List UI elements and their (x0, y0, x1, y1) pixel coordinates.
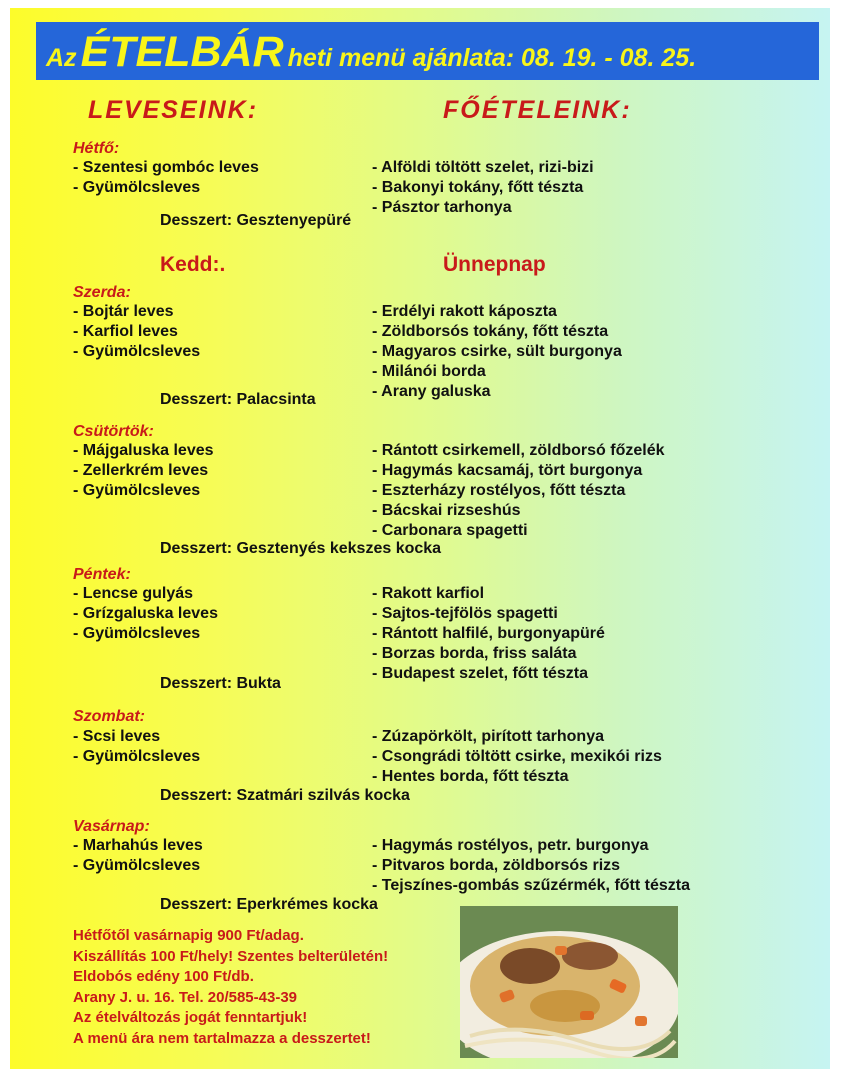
main-item: - Rántott halfilé, burgonyapüré (372, 625, 605, 642)
main-item: - Hagymás kacsamáj, tört burgonya (372, 462, 643, 479)
soups-heading: LEVESEINK: (88, 96, 259, 124)
change-notice-line: Az ételváltozás jogát fenntartjuk! (73, 1009, 308, 1026)
dessert-price-note: A menü ára nem tartalmazza a desszertet! (73, 1029, 371, 1047)
soup-item: - Grízgaluska leves (73, 605, 218, 622)
footer-info (73, 926, 388, 1049)
soup-item: - Gyümölcsleves (73, 482, 201, 499)
food-photo (460, 906, 678, 1058)
soup-item: - Bojtár leves (73, 303, 174, 320)
main-item: - Borzas borda, friss saláta (372, 645, 577, 662)
container-fee-line: Eldobós edény 100 Ft/db. (73, 968, 254, 985)
main-item: - Alföldi töltött szelet, rizi-bizi (372, 159, 594, 176)
day-heading: Vasárnap: (73, 818, 150, 835)
address-line: Arany J. u. 16. Tel. 20/585-43-39 (73, 988, 298, 1006)
delivery-line: Kiszállítás 100 Ft/hely! Szentes belterületén! (73, 947, 389, 965)
soup-item: - Gyümölcsleves (73, 857, 201, 874)
main-item: - Zúzapörkölt, pirított tarhonya (372, 728, 604, 745)
main-item: - Rakott karfiol (372, 585, 485, 602)
main-item: - Arany galuska (372, 383, 491, 400)
dessert-line: Desszert: Bukta (160, 675, 281, 692)
menu-page (10, 8, 830, 1069)
soup-item: - Gyümölcsleves (73, 179, 201, 196)
soup-item: - Karfiol leves (73, 323, 178, 340)
main-item: - Pásztor tarhonya (372, 199, 512, 216)
main-item: - Bácskai rizseshús (372, 502, 521, 519)
soup-item: - Scsi leves (73, 728, 161, 745)
day-heading: Szombat: (73, 708, 145, 725)
day-heading: Csütörtök: (73, 423, 154, 440)
main-item: - Tejszínes-gombás szűzérmék, főtt tészta (372, 877, 690, 894)
soup-item: - Marhahús leves (73, 837, 203, 854)
main-item: - Milánói borda (372, 363, 486, 380)
day-heading: Péntek: (73, 566, 131, 583)
main-item: - Bakonyi tokány, főtt tészta (372, 179, 584, 196)
main-item: - Csongrádi töltött csirke, mexikói rizs (372, 748, 662, 765)
soup-item: - Gyümölcsleves (73, 625, 201, 642)
dessert-line: Desszert: Palacsinta (160, 391, 316, 408)
main-item: - Rántott csirkemell, zöldborsó főzelék (372, 442, 665, 459)
soup-item: - Zellerkrém leves (73, 462, 209, 479)
soup-item: - Májgaluska leves (73, 442, 214, 459)
holiday-note: Ünnepnap (443, 253, 546, 276)
banner-az: Az (46, 44, 77, 72)
title-banner (36, 22, 819, 80)
main-item: - Eszterházy rostélyos, főtt tészta (372, 482, 626, 499)
price-line: Hétfőtől vasárnapig 900 Ft/adag. (73, 927, 304, 944)
main-item: - Hentes borda, főtt tészta (372, 768, 569, 785)
soup-item: - Lencse gulyás (73, 585, 194, 602)
banner-brand: ÉTELBÁR (80, 28, 284, 76)
holiday-day: Kedd:. (160, 253, 226, 276)
food-photo-image (460, 906, 678, 1058)
main-item: - Zöldborsós tokány, főtt tészta (372, 323, 609, 340)
main-item: - Hagymás rostélyos, petr. burgonya (372, 837, 649, 854)
soup-item: - Gyümölcsleves (73, 343, 201, 360)
day-heading: Hétfő: (73, 140, 120, 157)
banner-week: heti menü ajánlata: 08. 19. - 08. 25. (287, 44, 697, 72)
main-item: - Magyaros csirke, sült burgonya (372, 343, 622, 360)
dessert-line: Desszert: Eperkrémes kocka (160, 896, 378, 913)
main-item: - Sajtos-tejfölös spagetti (372, 605, 558, 622)
main-item: - Pitvaros borda, zöldborsós rizs (372, 857, 621, 874)
main-item: - Carbonara spagetti (372, 522, 528, 539)
dessert-line: Desszert: Gesztenyepüré (160, 212, 352, 229)
dessert-line: Desszert: Gesztenyés kekszes kocka (160, 540, 442, 557)
soup-item: - Gyümölcsleves (73, 748, 201, 765)
soup-item: - Szentesi gombóc leves (73, 159, 259, 176)
main-item: - Erdélyi rakott káposzta (372, 303, 557, 320)
dessert-line: Desszert: Szatmári szilvás kocka (160, 787, 410, 804)
mains-heading: FŐÉTELEINK: (443, 96, 632, 124)
day-heading: Szerda: (73, 284, 131, 301)
main-item: - Budapest szelet, főtt tészta (372, 665, 589, 682)
